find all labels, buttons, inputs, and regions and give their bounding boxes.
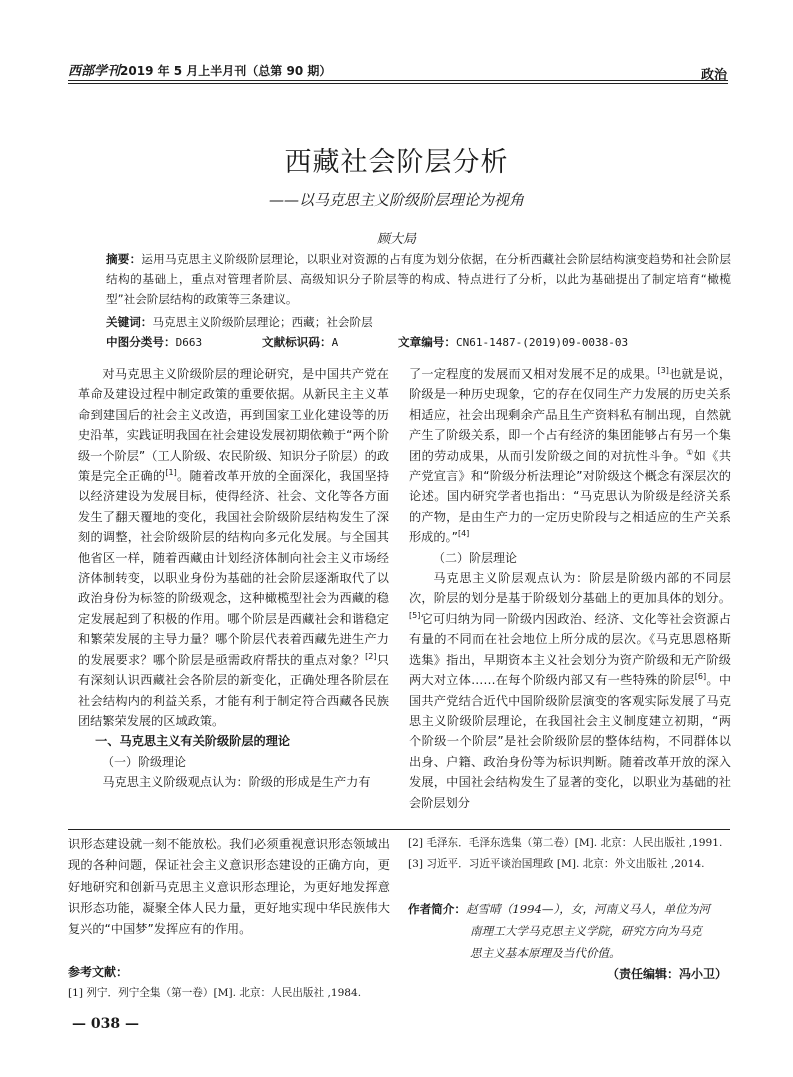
references-title: 参考文献： bbox=[68, 965, 129, 979]
running-header bbox=[68, 60, 331, 79]
article-title: 西藏社会阶层分析 bbox=[284, 147, 509, 178]
section-heading: 一、马克思主义有关阶级阶层的理论 bbox=[95, 734, 291, 749]
document-code bbox=[262, 334, 338, 350]
doc-code-label: 文献标识码： bbox=[262, 335, 332, 349]
responsible-editor: （责任编辑：冯小卫） bbox=[606, 967, 727, 981]
abstract-label: 摘要 bbox=[106, 252, 130, 266]
abstract: 摘要：运用马克思主义阶级阶层理论，以职业对资源的占有度为划分依据，在分析西藏社会阶层结构演变趋势和社会阶层结构的基础上，重点对管理者阶层、高级知识分子阶层等的构成、特点进行了分析，以此为基础提出了制定培育“橄榄型”社会阶层结构的政策等三条建议。 bbox=[106, 252, 731, 306]
reference-item: [1] 列宁．列宁全集（第一卷）[M]. 北京：人民出版社 ,1984. bbox=[68, 987, 362, 999]
doc-code-value: A bbox=[331, 336, 339, 349]
article-separator-rule bbox=[68, 829, 730, 830]
header-rule bbox=[68, 80, 728, 81]
subsection-heading: （二）阶层理论 bbox=[433, 550, 518, 565]
keywords-label: 关键词 bbox=[106, 315, 141, 329]
section-label: 政治 bbox=[700, 68, 727, 83]
article-no-value: CN61-1487-(2019)09-0038-03 bbox=[455, 336, 629, 349]
footnote-mark: ① bbox=[686, 447, 694, 457]
article-subtitle: ——以马克思主义阶级阶层理论为视角 bbox=[268, 191, 524, 209]
body-paragraph: 马克思主义阶层观点认为：阶层是阶级内部的不同层次，阶层的划分是基于阶级划分基础上的更加具体的划分。[5]它可归纳为同一阶级内因政治、经济、文化等社会资源占有量的不同而在社会地位上所分成的层次。《马克思恩格斯选集》指出，早期资本主义社会划分为资产阶级和无产阶级两大对立体……在每个阶级内部又有一些特殊的阶层[6]。中国共产党结合近代中国阶级阶层演变的客观实际发展了马克思主义阶级阶层理论，在我国社会主义制度建立初期，“两个阶级一个阶层”是社会阶级阶层的整体结构，不同群体以出身、户籍、政治身份等为标识判断。随着改革开放的深入发展，中国社会结构发生了显著的变化，以职业为基础的社会阶层划分 bbox=[409, 571, 732, 810]
article-author: 顾大局 bbox=[376, 232, 416, 247]
article-number bbox=[398, 334, 628, 350]
citation-ref: [6] bbox=[694, 672, 707, 682]
clc-number bbox=[106, 334, 202, 350]
keywords-text: 马克思主义阶级阶层理论；西藏；社会阶层 bbox=[152, 315, 373, 329]
clc-label: 中图分类号： bbox=[106, 335, 176, 349]
author-bio: 作者简介：赵雪晴（1994—），女，河南义马人，单位为河 南理工大学马克思主义学院，研究方向为马克 思主义基本原理及当代价值。 bbox=[408, 902, 710, 960]
keywords: 关键词：马克思主义阶级阶层理论；西藏；社会阶层 bbox=[106, 315, 373, 329]
journal-name: 西部学刊 bbox=[68, 64, 121, 79]
citation-ref: [2] bbox=[365, 651, 377, 661]
body-paragraph: 了一定程度的发展而又相对发展不足的成果。[3]也就是说，阶级是一种历史现象，它的存在仅同生产力发展的历史关系相适应，社会出现剩余产品且生产资料私有制出现，自然就产生了阶级关系，即一个占有经济的集团能够占有另一个集团的劳动成果，从而引发阶级之间的对抗性斗争。①如《共产党宣言》和“阶级分析法理论”对阶级这个概念有深层次的论述。国内研究学者也指出：“马克思认为阶级是经济关系的产物，是由生产力的一定历史阶段与之相适应的生产关系形成的。”[4] bbox=[409, 365, 732, 545]
citation-ref: [4] bbox=[457, 529, 470, 539]
page-number: — 038 — bbox=[72, 1016, 139, 1032]
article-no-label: 文章编号： bbox=[398, 335, 456, 349]
subsection-heading: （一）阶级理论 bbox=[102, 754, 187, 769]
issue-info: 2019 年 5 月上半月刊（总第 90 期） bbox=[120, 64, 332, 78]
citation-ref: [5] bbox=[409, 610, 421, 620]
body-paragraph: 马克思主义阶级观点认为：阶级的形成是生产力有 bbox=[102, 775, 371, 790]
author-bio-label: 作者简介： bbox=[408, 902, 466, 916]
reference-item: [2] 毛泽东．毛泽东选集（第二卷）[M]. 北京：人民出版社 ,1991. bbox=[408, 837, 723, 849]
citation-ref: [1] bbox=[165, 467, 177, 477]
header-rule-thin bbox=[68, 83, 728, 84]
previous-article-text: 识形态建设就一刻不能放松。我们必须重视意识形态领域出现的各种问题，保证社会主义意识形态建设的正确方向，更好地研究和创新马克思主义意识形态理论，为更好地发挥意识形态功能，凝聚全体人民力量，更好地实现中华民族伟大复兴的“中国梦”发挥应有的作用。 bbox=[68, 837, 390, 937]
abstract-text: 运用马克思主义阶级阶层理论，以职业对资源的占有度为划分依据，在分析西藏社会阶层结构演变趋势和社会阶层结构的基础上，重点对管理者阶层、高级知识分子阶层等的构成、特点进行了分析，以此为基础提出了制定培育“橄榄型”社会阶层结构的政策等三条建议。 bbox=[106, 252, 731, 306]
reference-item: [3] 习近平．习近平谈治国理政 [M]. 北京：外文出版社 ,2014. bbox=[408, 858, 705, 870]
citation-ref: [3] bbox=[657, 365, 669, 375]
body-column-left bbox=[78, 364, 389, 793]
clc-value: D663 bbox=[175, 336, 203, 349]
body-paragraph: 对马克思主义阶级阶层的理论研究，是中国共产党在革命及建设过程中制定政策的重要依据。从新民主主义革命到建国后的社会主义改造，再到国家工业化建设等的历史沿革，实践证明我国在社会建设发展初期依赖于“两个阶级一个阶层”（工人阶级、农民阶级、知识分子阶层）的政策是完全正确的[1]。随着改革开放的全面深化，我国坚持以经济建设为发展目标，使得经济、社会、文化等各方面发生了翻天覆地的变化，我国社会阶级阶层结构发生了深刻的调整，社会阶级阶层的结构向多元化发展。与全国其他省区一样，随着西藏由计划经济体制向社会主义市场经济体制转变，以职业身份为基础的社会阶层逐渐取代了以政治身份为标签的阶级观念，这种橄榄型社会为西藏的稳定发展起到了积极的作用。哪个阶层是西藏社会和谐稳定和繁荣发展的主导力量？哪个阶层代表着西藏先进生产力的发展要求？哪个阶层是亟需政府帮扶的重点对象？[2]只有深刻认识西藏社会各阶层的新变化，正确处理各阶层在社会结构内的利益关系，才能有利于制定符合西藏各民族团结繁荣发展的区域政策。 bbox=[78, 367, 390, 728]
body-column-right bbox=[409, 364, 731, 813]
